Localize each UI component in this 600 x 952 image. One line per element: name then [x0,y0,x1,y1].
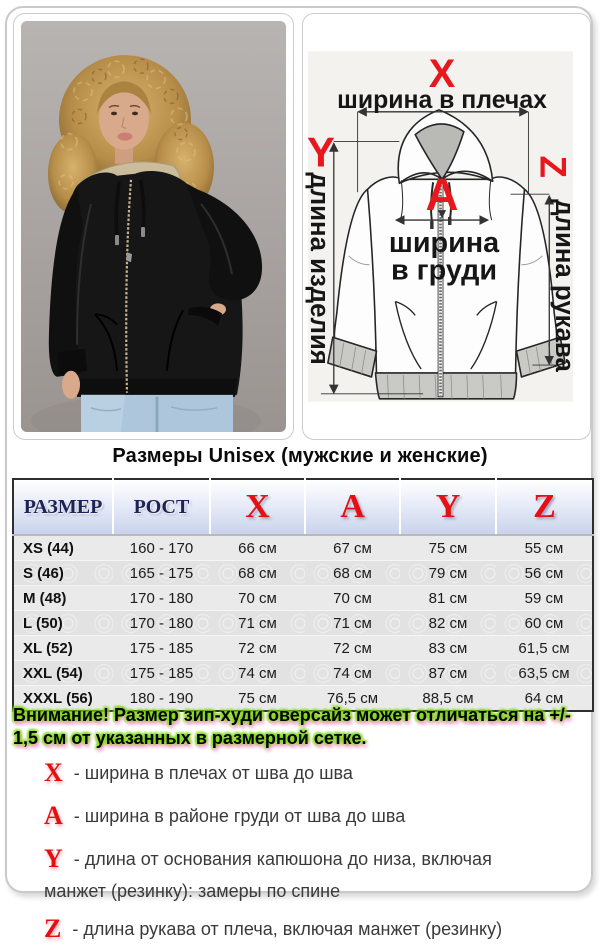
size-cell: 82 см [400,611,496,636]
column-header: X [210,479,305,535]
size-cell: S (46) [13,561,113,586]
size-row [13,535,593,561]
size-cell: 66 см [210,535,305,561]
measurement-diagram-card [302,13,591,440]
warning-line1: Внимание! Размер зип-худи оверсайз может отличаться на +/- [13,705,571,725]
size-cell: 70 см [305,586,400,611]
size-cell: 79 см [400,561,496,586]
legend-text: - ширина в плечах от шва до шва [68,763,353,783]
size-cell: 67 см [305,535,400,561]
size-cell: 88,5 см [400,686,496,712]
legend-item [44,796,546,835]
jeans [81,395,233,432]
size-cell: 165 - 175 [113,561,210,586]
legend-text: - длина рукава от плеча, включая манжет (резинку) [67,919,503,939]
size-cell: 68 см [210,561,305,586]
size-cell: 75 см [400,535,496,561]
size-cell: 180 - 190 [113,686,210,712]
size-cell: 81 см [400,586,496,611]
diagram-x-letter: X [428,51,456,96]
legend-list [44,753,546,952]
warning-line2: 1,5 см от указанных в размерной сетке. [13,728,367,748]
size-cell: 175 - 185 [113,636,210,661]
table-header-row [13,479,593,535]
size-cell: 83 см [400,636,496,661]
size-cell: M (48) [13,586,113,611]
size-cell: XXXL (56) [13,686,113,712]
diagram-y-letter: Y [306,128,335,176]
legend-text: - ширина в районе груди от шва до шва [68,806,406,826]
size-row [13,611,593,636]
size-cell: 60 см [496,611,593,636]
legend-item [44,753,546,792]
size-cell: 170 - 180 [113,586,210,611]
size-cell: 170 - 180 [113,611,210,636]
legend-letter: X [44,758,63,787]
size-table [12,478,594,712]
size-cell: 74 см [210,661,305,686]
legend-letter: Y [44,844,63,873]
size-cell: 74 см [305,661,400,686]
product-photo-illustration [21,21,286,432]
size-cell: 71 см [305,611,400,636]
legend-item [44,909,546,948]
legend-letter: A [44,801,63,830]
size-cell: 72 см [210,636,305,661]
table-body [13,535,593,711]
diagram-y-label: длина изделия [304,172,333,365]
size-cell: 70 см [210,586,305,611]
legend-letter: Z [44,914,62,943]
column-header: РОСТ [113,479,210,535]
diagram-a-label-line1: ширина [388,226,500,259]
warning-note [13,704,589,750]
size-cell: 76,5 см [305,686,400,712]
size-cell: 56 см [496,561,593,586]
diagram-a-label-line2: в груди [390,254,498,287]
size-cell: XL (52) [13,636,113,661]
size-cell: 71 см [210,611,305,636]
diagram-x-label: ширина в плечах [337,86,547,114]
legend-text: - длина от основания капюшона до низа, включая манжет (резинку): замеры по спине [44,849,492,901]
size-row [13,636,593,661]
size-cell: 63,5 см [496,661,593,686]
measurement-diagram [304,15,589,438]
diagram-z-letter: Z [532,155,574,178]
size-cell: 175 - 185 [113,661,210,686]
column-header: A [305,479,400,535]
size-cell: 61,5 см [496,636,593,661]
size-chart-title: Размеры Unisex (мужские и женские) [112,445,488,467]
column-header: Y [400,479,496,535]
size-cell: 55 см [496,535,593,561]
size-cell: XS (44) [13,535,113,561]
size-row [13,586,593,611]
size-cell: 160 - 170 [113,535,210,561]
size-cell: 75 см [210,686,305,712]
size-cell: 68 см [305,561,400,586]
size-cell: 87 см [400,661,496,686]
hand [62,371,80,399]
diagram-z-label: длина рукава [550,199,579,372]
size-row [13,661,593,686]
size-cell: L (50) [13,611,113,636]
size-cell: 72 см [305,636,400,661]
product-photo-card [13,13,294,440]
size-cell: 59 см [496,586,593,611]
column-header: РАЗМЕР [13,479,113,535]
diagram-a-letter: A [425,169,459,221]
size-cell: XXL (54) [13,661,113,686]
column-header: Z [496,479,593,535]
size-row [13,561,593,586]
legend-item [44,839,546,905]
size-cell: 64 см [496,686,593,712]
